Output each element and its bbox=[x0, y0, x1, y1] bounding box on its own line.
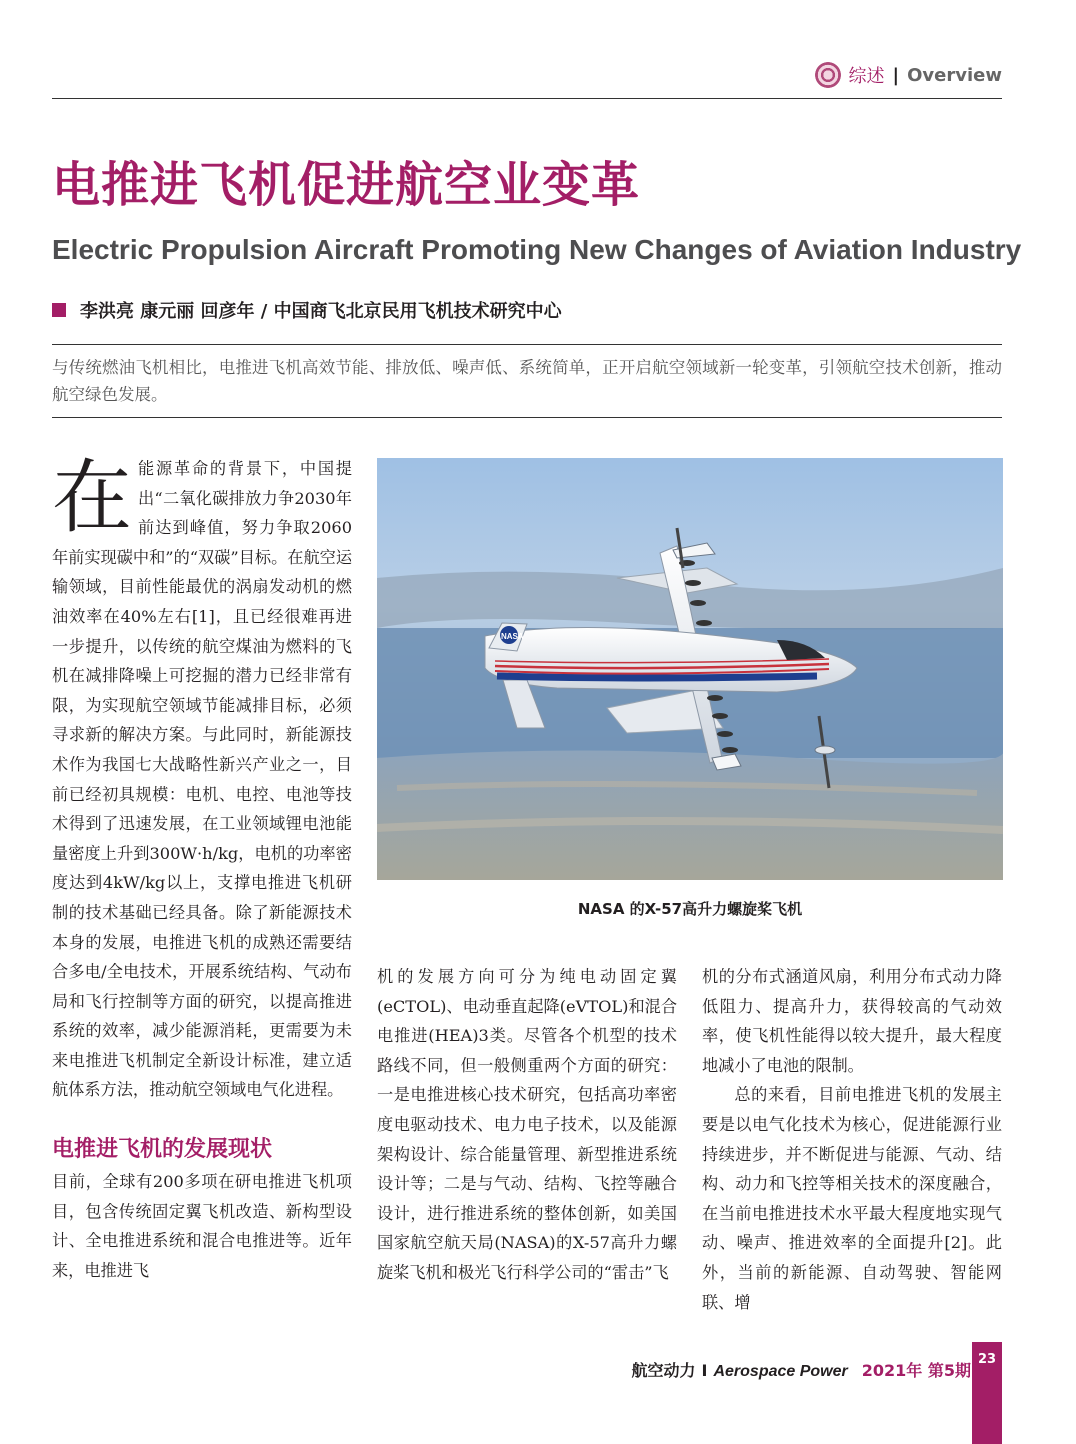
section-label-cn: 综述 bbox=[848, 66, 885, 87]
journal-name-cn: 航空动力 bbox=[631, 1361, 696, 1380]
section-label-en: Overview bbox=[907, 64, 1002, 86]
body-column-2 bbox=[377, 962, 677, 1288]
x57-aircraft-image bbox=[377, 458, 1003, 880]
body-paragraph-1: 能源革命的背景下，中国提出“二氧化碳排放力争2030年前达到峰值，努力争取2060年前实现碳中和”的“双碳”目标。在航空运输领域，目前性能最优的涡扇发动机的燃油效率在40%左右[1]，且已经很难再进一步提升，以传统的航空煤油为燃料的飞机在减排降噪上可挖掘的潜力已经非常有限，为实现航空领域节能减排目标，必须寻求新的解决方案。与此同时，新能源技术作为我国七大战略性新兴产业之一，目前已经初具规模：电机、电控、电池等技术得到了迅速发展，在工业领域锂电池能量密度上升到300W·h/kg，电机的功率密度达到4kW/kg以上，支撑电推进飞机研制的技术基础已经具备。除了新能源技术本身的发展，电推进飞机的成熟还需要结合多电/全电技术，开展系统结构、气动布局和飞行控制等方面的研究，以提高推进系统的效率，减少能源消耗，更需要为未来电推进飞机制定全新设计标准，建立适航体系方法，推动航空领域电气化进程。 bbox=[52, 459, 353, 1100]
nasa-logo-text: NASA bbox=[501, 632, 524, 641]
journal-name-en: Aerospace Power bbox=[713, 1363, 848, 1380]
section-separator: | bbox=[892, 64, 900, 86]
author-line bbox=[52, 297, 562, 323]
square-bullet-icon bbox=[52, 303, 66, 317]
section-heading: 电推进飞机的发展现状 bbox=[52, 1137, 273, 1163]
body-column-1 bbox=[52, 451, 353, 1285]
footer-separator: I bbox=[701, 1361, 708, 1380]
running-footer bbox=[632, 1358, 972, 1381]
abstract: 与传统燃油飞机相比，电推进飞机高效节能、排放低、噪声低、系统简单，正开启航空领域新一轮变革，引领航空技术创新，推动航空绿色发展。 bbox=[52, 344, 1002, 418]
body-paragraph-2: 目前，全球有200多项在研电推进飞机项目，包含传统固定翼飞机改造、新构型设计、全电推进系统和混合电推进等。近年来，电推进飞 bbox=[52, 1172, 352, 1280]
figure-aircraft-photo bbox=[377, 458, 1003, 880]
figure-caption: NASA 的X-57高升力螺旋桨飞机 bbox=[577, 900, 803, 918]
body-paragraph-5: 总的来看，目前电推进飞机的发展主要是以电气化技术为核心，促进能源行业持续进步，并不断促进与能源、气动、结构、动力和飞控等相关技术的深度融合，在当前电推进技术水平最大程度地实现气动、噪声、推进效率的全面提升[2]。此外，当前的新能源、自动驾驶、智能网联、增 bbox=[702, 1085, 1002, 1312]
article-title-cn: 电推进飞机促进航空业变革 bbox=[52, 157, 641, 213]
drop-cap: 在 bbox=[52, 451, 132, 544]
body-column-3 bbox=[702, 962, 1002, 1317]
body-paragraph-3: 机的发展方向可分为纯电动固定翼(eCTOL)、电动垂直起降(eVTOL)和混合电推进(HEA)3类。尽管各个机型的技术路线不同，但一般侧重两个方面的研究：一是电推进核心技术研究，包括高功率密度电驱动技术、电力电子技术，以及能源架构设计、综合能量管理、新型推进系统设计等；二是与气动、结构、飞控等融合设计，进行推进系统的整体创新，如美国国家航空航天局(NASA)的X-57高升力螺旋桨飞机和极光飞行科学公司的“雷击”飞 bbox=[377, 967, 678, 1282]
body-paragraph-4: 机的分布式涵道风扇，利用分布式动力降低阻力、提高升力，获得较高的气动效率，使飞机性能得以较大提升，最大程度地减小了电池的限制。 bbox=[702, 967, 1002, 1075]
running-header bbox=[52, 58, 1002, 99]
page-number: 23 bbox=[972, 1342, 1002, 1444]
authors-text: 李洪亮 康元丽 回彦年 / 中国商飞北京民用飞机技术研究中心 bbox=[80, 301, 562, 322]
article-title-en: Electric Propulsion Aircraft Promoting New Changes of Aviation Industry bbox=[52, 234, 1022, 265]
section-tag bbox=[815, 62, 1002, 88]
journal-logo-icon bbox=[815, 62, 841, 88]
issue-label: 2021年 第5期 bbox=[861, 1361, 971, 1380]
